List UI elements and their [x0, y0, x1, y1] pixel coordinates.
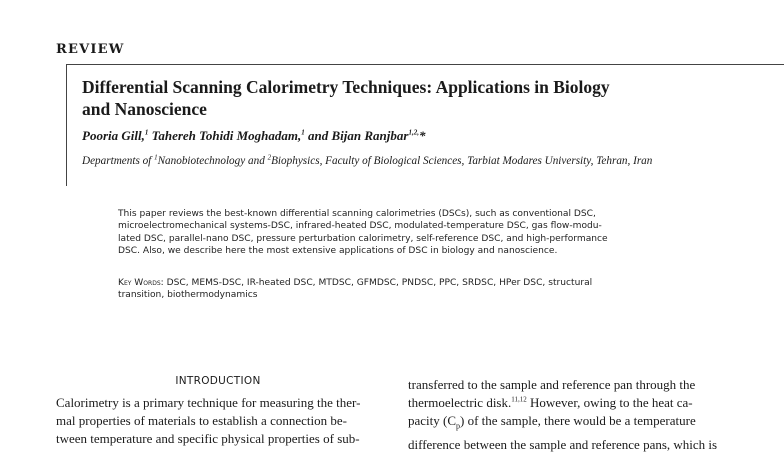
title-vertical-rule [66, 64, 67, 186]
introduction-heading: INTRODUCTION [175, 375, 261, 387]
abstract [118, 208, 678, 258]
section-label: REVIEW [56, 42, 125, 57]
abstract-line: lated DSC, parallel-nano DSC, pressure perturbation calorimetry, self-reference DSC, and high-performance [118, 233, 608, 244]
article-title [82, 76, 702, 120]
left-column-text [56, 394, 380, 448]
keywords-text: DSC, MEMS-DSC, IR-heated DSC, MTDSC, GFMDSC, PNDSC, PPC, SRDSC, HPer DSC, structural [163, 278, 593, 288]
abstract-line: DSC. Also, we describe here the most extensive applications of DSC in biology and nanoscience. [118, 246, 558, 257]
keywords-line: transition, biothermodynamics [118, 290, 258, 301]
keywords-line [118, 277, 678, 289]
affiliation-mark: 2 [267, 153, 272, 162]
affiliation-mark: 1 [301, 128, 305, 137]
body-line: Calorimetry is a primary technique for measuring the ther- [56, 395, 361, 410]
affiliation-mark: 1 [154, 153, 158, 162]
body-line: mal properties of materials to establish a connection be- [56, 413, 347, 428]
right-column-text [408, 376, 730, 454]
author-name: and Bijan Ranjbar [304, 128, 409, 143]
header-rule [66, 64, 784, 65]
author-name: Pooria Gill, [82, 128, 145, 143]
body-line: tween temperature and specific physical properties of sub- [56, 431, 360, 446]
title-line: Differential Scanning Calorimetry Techniques: Applications in Biology [82, 77, 610, 97]
author-list [82, 128, 425, 144]
keywords-label: Key Words: [118, 278, 164, 288]
body-text: thermoelectric disk. [408, 395, 512, 410]
body-text: However, owing to the heat ca- [526, 395, 693, 410]
keywords [118, 277, 678, 302]
affiliation-mark: 1 [144, 128, 149, 137]
affiliation-text: Departments of [82, 155, 155, 167]
corresponding-mark: * [418, 128, 426, 143]
affiliation-text: Nanobiotechnology and [157, 155, 268, 167]
body-text: ) of the sample, there would be a temperature [460, 413, 696, 428]
body-line: difference between the sample and reference pans, which is [408, 436, 718, 452]
abstract-line: microelectromechanical systems-DSC, infrared-heated DSC, modulated-temperature DSC, gas flow-modu- [118, 221, 602, 232]
affiliation [82, 155, 652, 167]
author-name: Tahereh Tohidi Moghadam, [148, 128, 302, 143]
citation-mark: 11,12 [511, 395, 527, 404]
body-line [408, 412, 730, 436]
abstract-line: This paper reviews the best-known differential scanning calorimetries (DSCs), such as conventional DSC, [118, 209, 596, 219]
body-line: transferred to the sample and reference pan through the [408, 377, 696, 392]
affiliation-text: Biophysics, Faculty of Biological Sciences, Tarbiat Modares University, Tehran, Iran [271, 155, 653, 167]
body-text: pacity (C [408, 413, 457, 428]
title-line: and Nanoscience [82, 99, 207, 119]
body-line [408, 394, 730, 412]
subscript: p [456, 421, 461, 431]
affiliation-mark: 1,2, [408, 128, 419, 137]
